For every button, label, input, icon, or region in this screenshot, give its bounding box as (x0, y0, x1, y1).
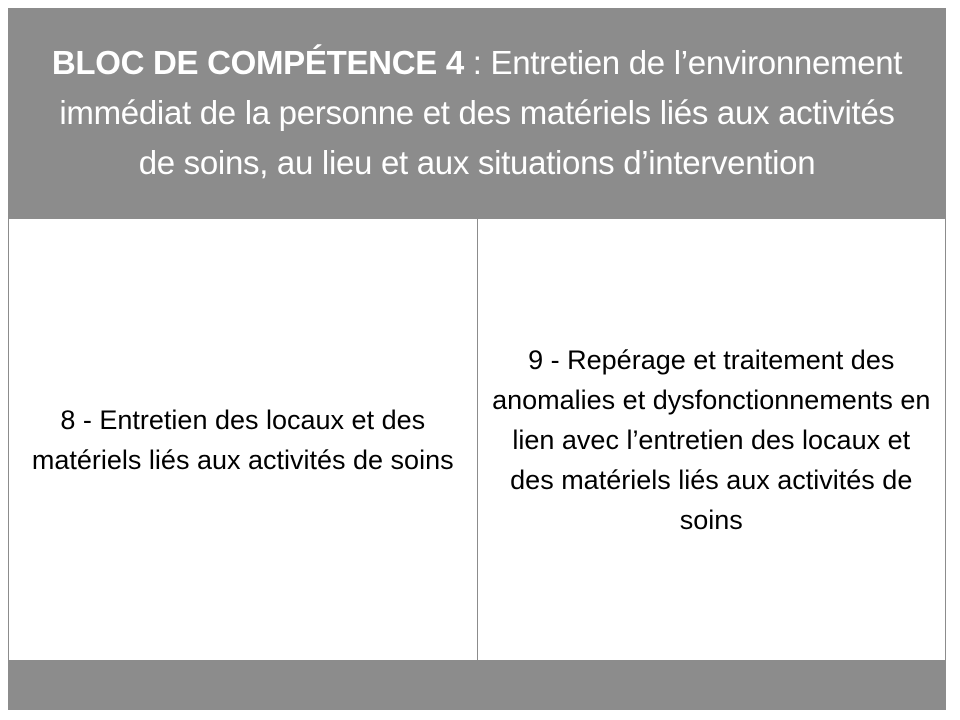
competence-text-9: 9 - Repérage et traitement des anomalies et dysfonctionnements en lien avec l’entretien des locaux et des matériels liés aux activités de soins (492, 344, 931, 535)
footer-band (8, 661, 946, 710)
competence-grid (8, 218, 946, 661)
competence-cell-8 (9, 219, 478, 660)
header-band (8, 8, 946, 218)
competence-text-8: 8 - Entretien des locaux et des matériels liés aux activités de soins (31, 404, 454, 475)
page-title (38, 38, 916, 188)
title-bold: BLOC DE COMPÉTENCE 4 (51, 44, 464, 81)
competence-cell-9 (478, 219, 946, 660)
title-rest: : Entretien de l’environnement immédiat de la personne et des matériels liés aux activités de soins, au lieu et aux situations d’intervention (59, 44, 903, 181)
